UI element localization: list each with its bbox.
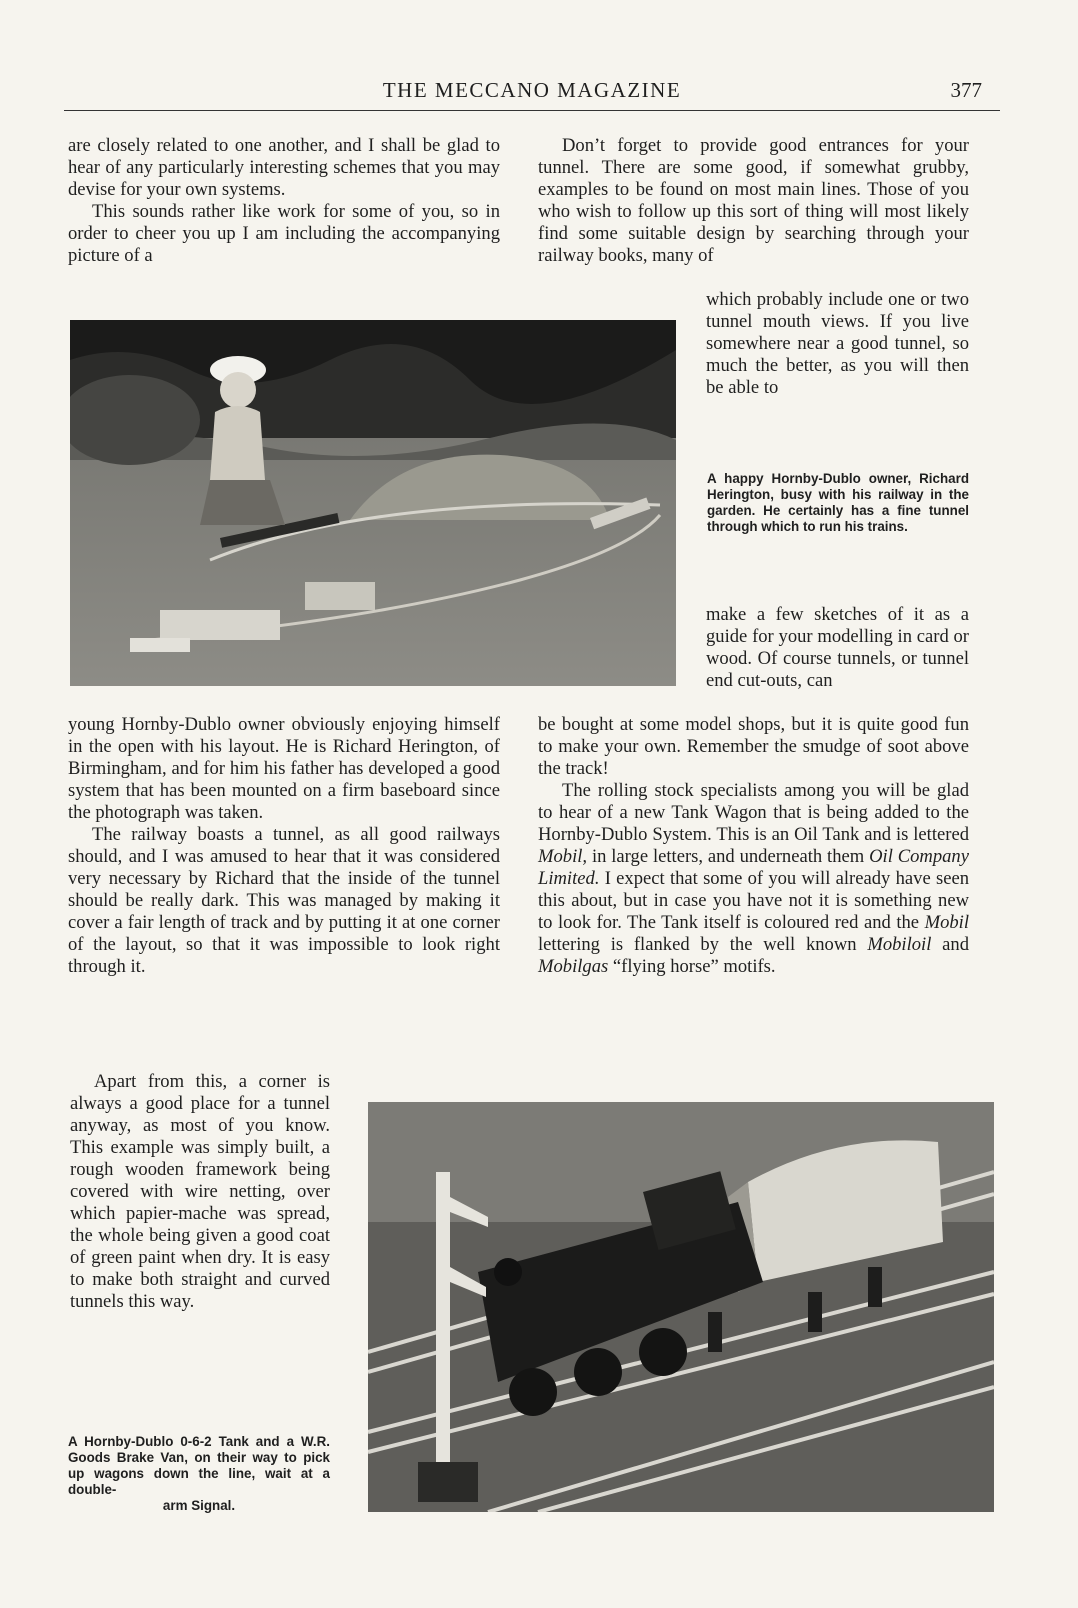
text-run: and bbox=[931, 934, 969, 955]
page-header bbox=[64, 78, 1000, 111]
right-column-mid bbox=[538, 714, 969, 978]
photo-caption-top: A happy Hornby-Dublo owner, Richard Herington, busy with his railway in the garden. He certainly has a fine tunnel through which to run his trains. bbox=[707, 471, 969, 534]
paragraph: young Hornby-Dublo owner obviously enjoying himself in the open with his layout. He is Richard Herington, of Birmingham, and for him his father has developed a good system that has been mounted on a firm baseboard since the photograph was taken. bbox=[68, 714, 500, 823]
paragraph bbox=[538, 780, 969, 978]
paragraph: make a few sketches of it as a guide for your modelling in card or wood. Of course tunnels, or tunnel end cut-outs, can bbox=[706, 604, 969, 691]
text-run: in large letters, and underneath them bbox=[587, 846, 870, 867]
text-run: The rolling stock specialists among you will be glad to hear of a new Tank Wagon that is being added to the Hornby-Dublo System. This is an Oil Tank and is lettered bbox=[538, 780, 969, 845]
paragraph: The railway boasts a tunnel, as all good railways should, and I was amused to hear that it was considered very necessary by Richard that the inside of the tunnel should be really dark. This was managed by making it cover a fair length of track and by putting it at one corner of the layout, so that it was impossible to look right through it. bbox=[68, 824, 500, 977]
paragraph: Apart from this, a corner is always a good place for a tunnel anyway, as most of you know. This example was simply built, a rough wooden framework being covered with wire netting, over which papier-mache was spread, the whole being given a good coat of green paint when dry. It is easy to make both straight and curved tunnels this way. bbox=[70, 1071, 330, 1312]
paragraph: be bought at some model shops, but it is quite good fun to make your own. Remember the smudge of soot above the track! bbox=[538, 714, 969, 779]
left-column-mid bbox=[68, 714, 500, 978]
garden-railway-photo bbox=[70, 320, 676, 686]
text-run: “flying horse” motifs. bbox=[608, 956, 776, 977]
paragraph: are closely related to one another, and I shall be glad to hear of any particularly interesting schemes that you may devise for your own systems. bbox=[68, 135, 500, 200]
right-column-narrow-mid bbox=[706, 604, 969, 692]
italic-text: Oil Company Limited. bbox=[538, 846, 969, 889]
caption-last-line: arm Signal. bbox=[162, 1498, 236, 1513]
italic-text: Mobil bbox=[924, 912, 969, 933]
italic-text: Mobiloil bbox=[867, 934, 932, 955]
italic-text: Mobil, bbox=[538, 846, 588, 867]
italic-text: Mobilgas bbox=[538, 956, 609, 977]
left-column-top bbox=[68, 135, 500, 267]
photo-caption-bottom bbox=[68, 1434, 330, 1514]
page-number: 377 bbox=[950, 78, 982, 102]
left-column-bottom bbox=[70, 1071, 330, 1313]
text-run: lettering is flanked by the well known bbox=[538, 934, 868, 955]
running-title: THE MECCANO MAGAZINE bbox=[382, 78, 682, 102]
paragraph: which probably include one or two tunnel mouth views. If you live somewhere near a good tunnel, so much the better, as you will then be able to bbox=[706, 289, 969, 398]
paragraph: This sounds rather like work for some of you, so in order to cheer you up I am including the accompanying picture of a bbox=[68, 201, 500, 266]
caption-lines: A Hornby-Dublo 0-6-2 Tank and a W.R. Goods Brake Van, on their way to pick up wagons down the line, wait at a double- bbox=[68, 1434, 330, 1497]
locomotive-photo bbox=[368, 1102, 994, 1512]
text-run: I expect that some of you will already have seen this about, but in case you have not it is something new to look for. The Tank itself is coloured red and the bbox=[538, 868, 969, 933]
right-column-narrow-top bbox=[706, 289, 969, 399]
paragraph: Don’t forget to provide good entrances for your tunnel. There are some good, if somewhat grubby, examples to be found on most main lines. Those of you who wish to follow up this sort of thing will most likely find some suitable design by searching through your railway books, many of bbox=[538, 135, 969, 266]
right-column-top bbox=[538, 135, 969, 267]
